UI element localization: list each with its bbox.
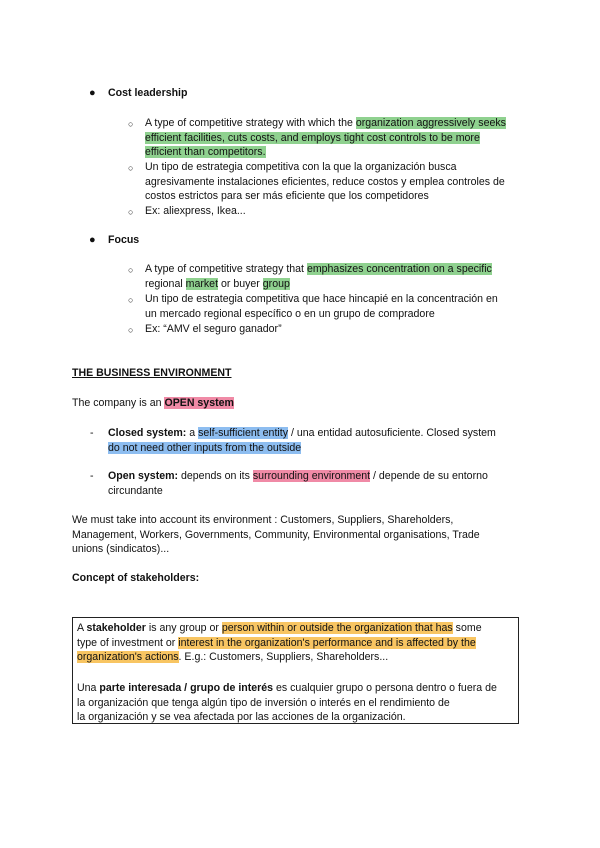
sub-bullet: ○ xyxy=(128,207,134,217)
environment-paragraph: We must take into account its environment : Customers, Suppliers, Shareholders, Management, Workers, Governments, Community, Environmental organisations, Trade unions (sindicatos)... xyxy=(72,514,480,555)
sub-bullet: ○ xyxy=(128,325,134,335)
stakeholder-definition-en: A stakeholder is any group or person within or outside the organization that has some type of investment or interest in the organization's performance and is affected by the organization's actions. E.g.: Customers, Suppliers, Shareholders... xyxy=(77,622,482,663)
focus-en: A type of competitive strategy that emphasizes concentration on a specific regional market or buyer group xyxy=(145,263,492,290)
cost-leadership-example: Ex: aliexpress, Ikea... xyxy=(145,205,246,217)
sub-bullet: ○ xyxy=(128,265,134,275)
closed-system: Closed system: a self-sufficient entity / una entidad autosuficiente. Closed system do not need other inputs from the outside xyxy=(108,427,496,454)
stakeholders-title: Concept of stakeholders: xyxy=(72,572,200,584)
bullet-dot: ● xyxy=(89,87,96,99)
section-title: THE BUSINESS ENVIRONMENT xyxy=(72,367,232,379)
open-system: Open system: depends on its surrounding environment / depende de su entorno circundante xyxy=(108,470,488,497)
stakeholder-definition-es: Una parte interesada / grupo de interés es cualquier grupo o persona dentro o fuera de la organización que tenga algún tipo de inversión o interés en el rendimiento de la organización y se vea afectada por las acciones de la organización. xyxy=(77,682,497,723)
dash-bullet: - xyxy=(90,427,94,439)
cost-leadership-es: Un tipo de estrategia competitiva con la que la organización busca agresivamente instalaciones eficientes, reduce costos y emplea controles de costos estrictos para ser más eficiente que los competidores xyxy=(145,161,505,202)
cost-leadership-en: A type of competitive strategy with which the organization aggressively seeks efficient facilities, cuts costs, and employs tight cost controls to be more efficient than competitors. xyxy=(145,117,506,158)
focus-es: Un tipo de estrategia competitiva que hace hincapié en la concentración en un mercado regional específico o en un grupo de compradore xyxy=(145,293,498,320)
sub-bullet: ○ xyxy=(128,163,134,173)
cost-leadership-heading: Cost leadership xyxy=(108,87,188,99)
sub-bullet: ○ xyxy=(128,119,134,129)
sub-bullet: ○ xyxy=(128,295,134,305)
focus-heading: Focus xyxy=(108,234,140,246)
dash-bullet: - xyxy=(90,470,94,482)
company-statement: The company is an OPEN system xyxy=(72,397,234,409)
focus-example: Ex: “AMV el seguro ganador” xyxy=(145,323,282,335)
bullet-dot: ● xyxy=(89,234,96,246)
